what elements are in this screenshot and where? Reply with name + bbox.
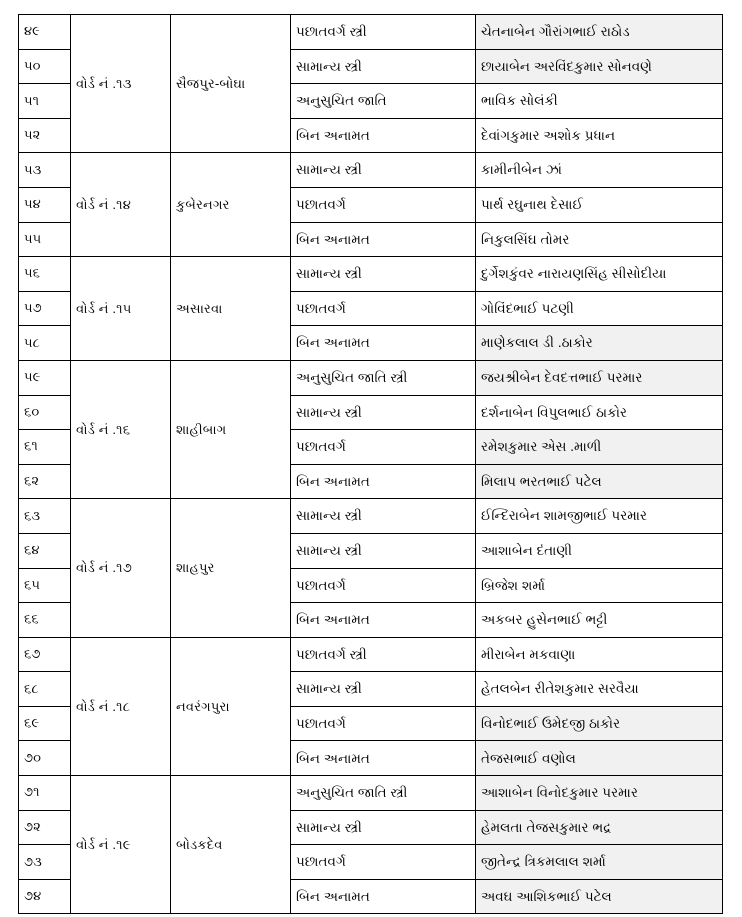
cell-reservation-category: બિન અનામત xyxy=(291,741,476,776)
cell-reservation-category: પછાતવર્ગ સ્ત્રી xyxy=(291,637,476,672)
cell-candidate-name: કામીનીબેન ઝાં xyxy=(476,153,723,188)
cell-reservation-category: અનુસુચિત જાતિ xyxy=(291,84,476,119)
cell-serial-number: ૫૧ xyxy=(19,84,71,119)
cell-serial-number: ૬૩ xyxy=(19,499,71,534)
cell-reservation-category: બિન અનામત xyxy=(291,879,476,914)
cell-serial-number: ૫૩ xyxy=(19,153,71,188)
cell-serial-number: ૫૯ xyxy=(19,360,71,395)
cell-reservation-category: પછાતવર્ગ xyxy=(291,187,476,222)
cell-candidate-name: દુર્ગેશકુંવર નારાયણસિંહ સીસોદીયા xyxy=(476,257,723,292)
cell-candidate-name: પાર્થ રઘુનાથ દેસાઈ xyxy=(476,187,723,222)
cell-candidate-name: ચેતનાબેન ગૌરાંગભાઈ રાઠોડ xyxy=(476,15,723,50)
cell-candidate-name: દેવાંગકુમાર અશોક પ્રધાન xyxy=(476,118,723,153)
cell-serial-number: ૭૪ xyxy=(19,879,71,914)
table-row xyxy=(19,637,723,672)
cell-serial-number: ૬૬ xyxy=(19,603,71,638)
cell-candidate-name: રમેશકુમાર એસ .માળી xyxy=(476,430,723,465)
cell-area-name: કુબેરનગર xyxy=(171,153,291,257)
cell-reservation-category: અનુસુચિત જાતિ સ્ત્રી xyxy=(291,360,476,395)
cell-ward-label: વોર્ડ નં .૧૯ xyxy=(71,776,171,914)
cell-reservation-category: અનુસુચિત જાતિ સ્ત્રી xyxy=(291,776,476,811)
cell-reservation-category: સામાન્ય સ્ત્રી xyxy=(291,395,476,430)
cell-candidate-name: આશાબેન દંતાણી xyxy=(476,533,723,568)
cell-candidate-name: આશાબેન વિનોદકુમાર પરમાર xyxy=(476,776,723,811)
cell-candidate-name: ભાવિક સોલંકી xyxy=(476,84,723,119)
ward-reservation-table xyxy=(18,14,723,914)
cell-reservation-category: સામાન્ય સ્ત્રી xyxy=(291,672,476,707)
table-row xyxy=(19,776,723,811)
cell-candidate-name: હેમલતા તેજસકુમાર ભદ્ર xyxy=(476,810,723,845)
cell-serial-number: ૬૮ xyxy=(19,672,71,707)
cell-area-name: શાહપુર xyxy=(171,499,291,637)
cell-area-name: સૈજપુર-બોઘા xyxy=(171,15,291,153)
cell-area-name: નવરંગપુરા xyxy=(171,637,291,775)
cell-reservation-category: પછાતવર્ગ સ્ત્રી xyxy=(291,15,476,50)
cell-serial-number: ૫૭ xyxy=(19,291,71,326)
cell-serial-number: ૬૪ xyxy=(19,533,71,568)
cell-ward-label: વોર્ડ નં .૧૭ xyxy=(71,499,171,637)
cell-serial-number: ૭૩ xyxy=(19,845,71,880)
cell-ward-label: વોર્ડ નં .૧૫ xyxy=(71,257,171,361)
cell-area-name: બોડકદેવ xyxy=(171,776,291,914)
cell-reservation-category: સામાન્ય સ્ત્રી xyxy=(291,499,476,534)
table-row xyxy=(19,360,723,395)
cell-reservation-category: પછાતવર્ગ xyxy=(291,430,476,465)
cell-serial-number: ૪૯ xyxy=(19,15,71,50)
cell-area-name: શાહીબાગ xyxy=(171,360,291,498)
cell-reservation-category: બિન અનામત xyxy=(291,464,476,499)
cell-serial-number: ૫૦ xyxy=(19,49,71,84)
cell-reservation-category: સામાન્ય સ્ત્રી xyxy=(291,49,476,84)
cell-serial-number: ૬૯ xyxy=(19,706,71,741)
table-row xyxy=(19,153,723,188)
cell-reservation-category: પછાતવર્ગ xyxy=(291,291,476,326)
cell-ward-label: વોર્ડ નં .૧૬ xyxy=(71,360,171,498)
cell-serial-number: ૫૪ xyxy=(19,187,71,222)
cell-serial-number: ૫૨ xyxy=(19,118,71,153)
cell-area-name: અસારવા xyxy=(171,257,291,361)
cell-candidate-name: તેજસભાઈ વણોલ xyxy=(476,741,723,776)
cell-candidate-name: જયશ્રીબેન દેવદત્તભાઈ પરમાર xyxy=(476,360,723,395)
cell-reservation-category: સામાન્ય સ્ત્રી xyxy=(291,257,476,292)
cell-candidate-name: હેતલબેન રીતેશકુમાર સરવૈયા xyxy=(476,672,723,707)
cell-reservation-category: પછાતવર્ગ xyxy=(291,568,476,603)
cell-reservation-category: સામાન્ય સ્ત્રી xyxy=(291,533,476,568)
cell-candidate-name: મિલાપ ભરતભાઈ પટેલ xyxy=(476,464,723,499)
cell-reservation-category: પછાતવર્ગ xyxy=(291,706,476,741)
cell-reservation-category: બિન અનામત xyxy=(291,222,476,257)
table-row xyxy=(19,257,723,292)
cell-serial-number: ૬૭ xyxy=(19,637,71,672)
cell-candidate-name: દર્શનાબેન વિપુલભાઈ ઠાકોર xyxy=(476,395,723,430)
cell-serial-number: ૫૮ xyxy=(19,326,71,361)
cell-serial-number: ૭૨ xyxy=(19,810,71,845)
cell-serial-number: ૬૧ xyxy=(19,430,71,465)
cell-candidate-name: અકબર હુસેનભાઈ ભટ્ટી xyxy=(476,603,723,638)
cell-reservation-category: બિન અનામત xyxy=(291,603,476,638)
cell-ward-label: વોર્ડ નં .૧૩ xyxy=(71,15,171,153)
cell-serial-number: ૬૨ xyxy=(19,464,71,499)
cell-candidate-name: બ્રિજેશ શર્મા xyxy=(476,568,723,603)
cell-serial-number: ૫૬ xyxy=(19,257,71,292)
cell-candidate-name: માણેકલાલ ડી .ઠાકોર xyxy=(476,326,723,361)
cell-reservation-category: સામાન્ય સ્ત્રી xyxy=(291,153,476,188)
cell-reservation-category: બિન અનામત xyxy=(291,118,476,153)
cell-serial-number: ૭૧ xyxy=(19,776,71,811)
table-row xyxy=(19,499,723,534)
cell-candidate-name: નિકુલસિંઘ તોમર xyxy=(476,222,723,257)
cell-reservation-category: સામાન્ય સ્ત્રી xyxy=(291,810,476,845)
cell-serial-number: ૬૫ xyxy=(19,568,71,603)
table-body xyxy=(19,15,723,914)
cell-ward-label: વોર્ડ નં .૧૪ xyxy=(71,153,171,257)
cell-candidate-name: મીરાબેન મકવાણા xyxy=(476,637,723,672)
cell-candidate-name: છાયાબેન અરવિંદકુમાર સોનવણે xyxy=(476,49,723,84)
cell-candidate-name: ઈન્દિરાબેન શામજીભાઈ પરમાર xyxy=(476,499,723,534)
cell-candidate-name: અવઘ આશિકભાઈ પટેલ xyxy=(476,879,723,914)
cell-reservation-category: બિન અનામત xyxy=(291,326,476,361)
table-row xyxy=(19,15,723,50)
cell-reservation-category: પછાતવર્ગ xyxy=(291,845,476,880)
cell-serial-number: ૭૦ xyxy=(19,741,71,776)
cell-serial-number: ૬૦ xyxy=(19,395,71,430)
cell-serial-number: ૫૫ xyxy=(19,222,71,257)
cell-ward-label: વોર્ડ નં .૧૮ xyxy=(71,637,171,775)
cell-candidate-name: જીતેન્દ્ર ત્રિકમલાલ શર્મા xyxy=(476,845,723,880)
cell-candidate-name: વિનોદભાઈ ઉમેદજી ઠાકોર xyxy=(476,706,723,741)
cell-candidate-name: ગોવિંદભાઈ પટણી xyxy=(476,291,723,326)
